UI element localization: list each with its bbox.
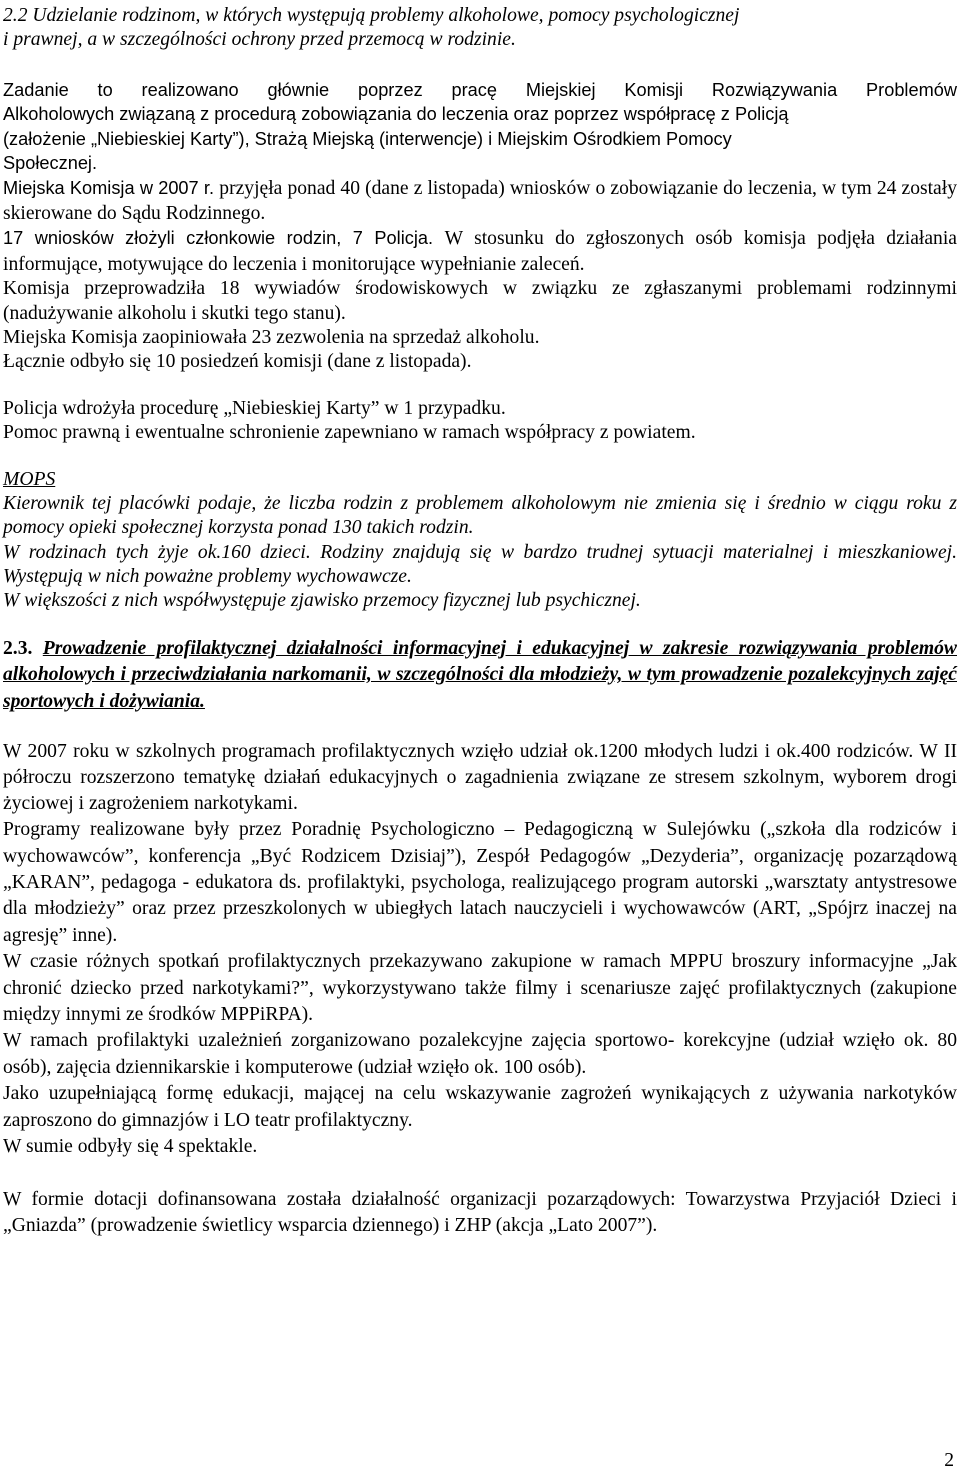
mops-paragraph: W większości z nich współwystępuje zjawisko przemocy fizycznej lub psychicznej. (3, 590, 641, 612)
text-run: Miejska Komisja w 2007 r. (3, 177, 215, 198)
paragraph-wywiady: Komisja przeprowadziła 18 wywiadów środowiskowych w związku ze zgłaszanymi problemami rodzinnymi (nadużywanie alkoholu i skutki tego stanu). (3, 278, 957, 324)
text-run: 17 wniosków złożyli członkowie rodzin, 7 Policja. (3, 228, 434, 249)
document-page (3, 0, 957, 1239)
text-run: przyjęła ponad 40 (dane z listopada) wniosków o zobowiązanie do leczenia, w tym 24 zostały skierowane do Sądu Rodzinnego. (3, 177, 957, 225)
text-line: (założenie „Niebieskiej Karty”), Strażą Miejską (interwencje) i Miejskim Ośrodkiem Pomocy (3, 128, 732, 149)
text-line: Alkoholowych związaną z procedurą zobowiązania do leczenia oraz poprzez współpracę z Policją (3, 104, 789, 125)
paragraph-zezwolenia: Miejska Komisja zaopiniowała 23 zezwolenia na sprzedaż alkoholu. (3, 327, 540, 349)
heading-line: i prawnej, a w szczególności ochrony przed przemocą w rodzinie. (3, 29, 516, 50)
paragraph-zlozyli (3, 226, 957, 277)
komisja-intro (3, 78, 957, 176)
paragraph-policja: Policja wdrożyła procedurę „Niebieskiej Karty” w 1 przypadku. (3, 397, 506, 419)
page-number: 2 (944, 1450, 954, 1471)
text-line: Zadanie to realizowano głównie poprzez pracę Miejskiej Komisji Rozwiązywania Problemów (3, 80, 957, 100)
dotacje-paragraph: W formie dotacji dofinansowana została działalność organizacji pozarządowych: Towarzystwa Przyjaciół Dzieci i „Gniazda” (prowadzenie świetlicy wsparcia dziennego) i ZHP (akcja „Lato 2007”). (3, 1188, 957, 1236)
heading-text: Prowadzenie profilaktycznej działalności informacyjnej i edukacyjnej w zakresie rozwiązywania problemów alkoholowych i przeciwdziałania narkomanii, w szczególności dla młodzieży, w tym prowadzenie pozalekcyjnych zajęć sportowych i dożywiania. (3, 637, 957, 712)
paragraph-pomoc: Pomoc prawną i ewentualne schronienie zapewniano w ramach współpracy z powiatem. (3, 422, 696, 444)
paragraph-wnioski (3, 176, 957, 227)
mops-heading: MOPS (3, 468, 56, 490)
heading-number: 2.3. (3, 637, 33, 659)
profilaktyka-paragraph: W czasie różnych spotkań profilaktycznych przekazywano zakupione w ramach MPPU broszury informacyjne „Jak chronić dziecko przed narkotykami?”, wykorzystywano także filmy i scenariusze zajęć profilaktycznych (zakupione między innymi ze środków MPPiRPA). (3, 951, 957, 1026)
profilaktyka-paragraph: W sumie odbyły się 4 spektakle. (3, 1136, 258, 1158)
profilaktyka-paragraph: W ramach profilaktyki uzależnień zorganizowano pozalekcyjne zajęcia sportowo- korekcyjne (udział wzięło ok. 80 osób), zajęcia dziennikarskie i komputerowe (udział wzięło ok. 100 osób). (3, 1030, 957, 1078)
text-run: W stosunku do zgłoszonych osób komisja podjęła działania informujące, motywujące do leczenia i monitorujące wypełnianie zaleceń. (3, 228, 957, 275)
profilaktyka-paragraph: Programy realizowane były przez Poradnię Psychologiczno – Pedagogiczną w Sulejówku („szkoła dla rodziców i wychowawców”, konferencja „Być Rodzicem Dzisiaj”), Zespół Pedagogów „Dezyderia”, organizację pozarządową „KARAN”, pedagoga - edukatora ds. profilaktyki, psychologa, realizującego program autorski „warsztaty antystresowe dla młodzieży” oraz przez przeszkolonych w ubiegłych latach nauczycieli i wychowawców (ART, „Spójrz inaczej na agresję” inne). (3, 819, 957, 946)
mops-paragraph: W rodzinach tych żyje ok.160 dzieci. Rodziny znajdują się w bardzo trudnej sytuacji materialnej i mieszkaniowej. Występują w nich poważne problemy wychowawcze. (3, 541, 957, 587)
section-heading-2-3 (3, 636, 957, 716)
profilaktyka-paragraph: W 2007 roku w szkolnych programach profilaktycznych wzięło udział ok.1200 młodych ludzi i ok.400 rodziców. W II półroczu rozszerzono tematykę działań edukacyjnych o zagadnienia związane ze stresem szkolnym, wyborem drogi życiowej i zagrożeniem narkotykami. (3, 741, 957, 815)
heading-line: 2.2 Udzielanie rodzinom, w których występują problemy alkoholowe, pomocy psychologicznej (3, 5, 740, 26)
mops-paragraph: Kierownik tej placówki podaje, że liczba rodzin z problemem alkoholowym nie zmienia się i średnio w ciągu roku z pomocy opieki społecznej korzysta ponad 130 takich rodzin. (3, 492, 957, 539)
paragraph-posiedzenia: Łącznie odbyło się 10 posiedzeń komisji (dane z listopada). (3, 351, 472, 373)
section-heading-2-2 (3, 4, 957, 52)
text-line: Społecznej. (3, 153, 98, 174)
profilaktyka-paragraph: Jako uzupełniającą formę edukacji, mającej na celu wskazywanie zagrożeń wynikających z używania narkotyków zaproszono do gimnazjów i LO teatr profilaktyczny. (3, 1083, 957, 1131)
